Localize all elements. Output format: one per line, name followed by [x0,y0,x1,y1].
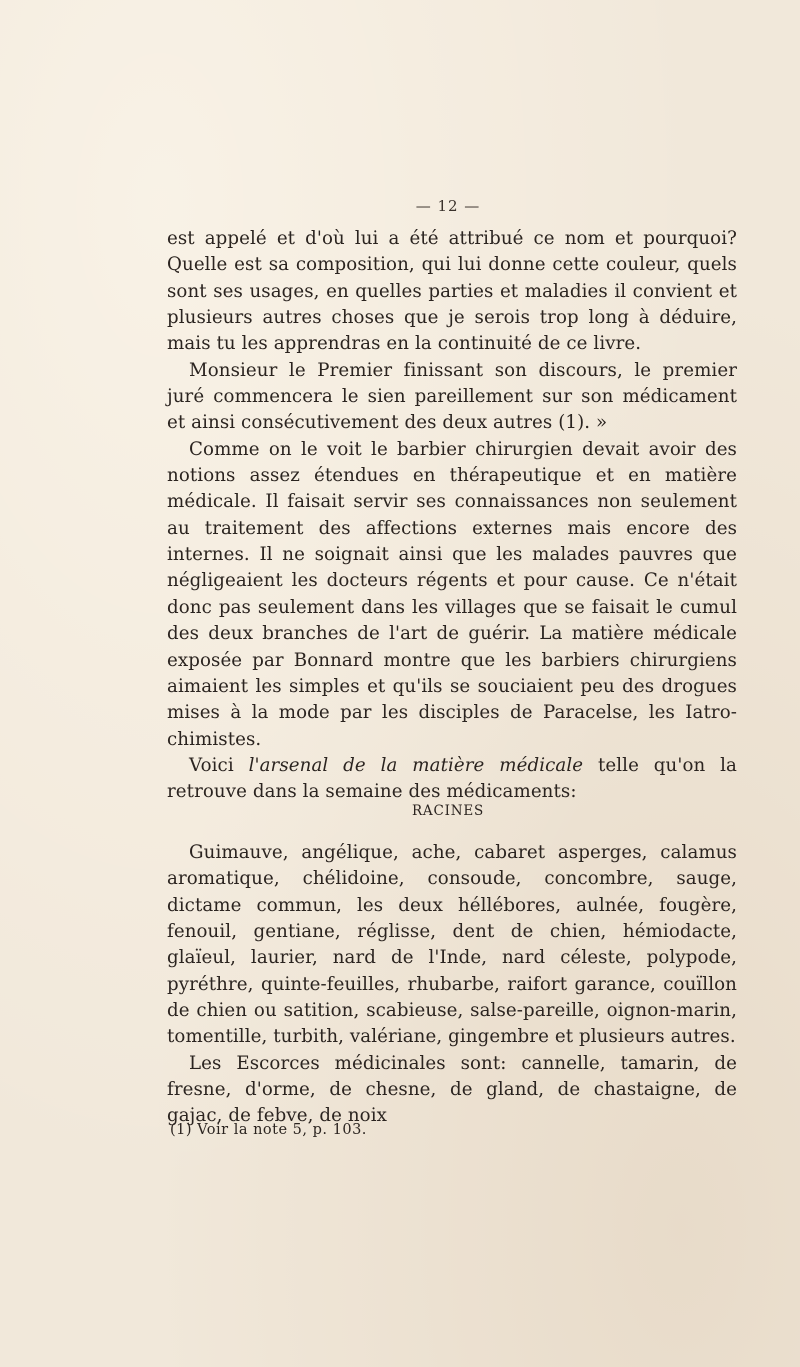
voici-before: Voici [189,754,249,776]
voici-after: telle qu'on la retrouve dans la semaine des médicaments: [167,754,737,803]
section-heading: RACINES [411,803,485,819]
body-text-bottom [167,840,737,1130]
paragraph-premier: Monsieur le Premier finissant son discours, le premier juré commencera le sien pareillement sur son médicament et ainsi consécutivement des deux autres (1). » [167,359,737,434]
paragraph-continuation: est appelé et d'où lui a été attribué ce nom et pourquoi? Quelle est sa composition, qui lui donne cette couleur, quels sont ses usages, en quelles parties et maladies il convient et plusieurs autres choses que je serois trop long à déduire, mais tu les apprendras en la continuité de ce livre. [167,228,737,355]
footnote: (1) Voir la note 5, p. 103. [170,1122,367,1138]
voici-italic: l'arsenal de la matière médicale [248,754,584,776]
paragraph-voici [167,753,737,806]
page-number: — 12 — [415,197,481,215]
paragraph-barbier: Comme on le voit le barbier chirurgien devait avoir des notions assez étendues en thérapeutique et en matière médicale. Il faisait servir ses connaissances non seulement au traitement des affections externes mais encore des internes. Il ne soignait ainsi que les malades pauvres que négligeaient les docteurs régents et pour cause. Ce n'était donc pas seulement dans les villages que se faisait le cumul des deux branches de l'art de guérir. La matière médicale exposée par Bonnard montre que les barbiers chirurgiens aimaient les simples et qu'ils se souciaient peu des drogues mises à la mode par les disciples de Paracelse, les Iatro-chimistes. [167,438,737,750]
body-text-top [167,226,737,806]
paragraph-racines: Guimauve, angélique, ache, cabaret asperges, calamus aromatique, chélidoine, consoude, concombre, sauge, dictame commun, les deux héllébores, aulnée, fougère, fenouil, gentiane, réglisse, dent de chien, hémiodacte, glaïeul, laurier, nard de l'Inde, nard céleste, polypode, pyréthre, quinte-feuilles, rhubarbe, raifort garance, couïllon de chien ou satition, scabieuse, salse-pareille, oignon-marin, tomentille, turbith, valériane, gingembre et plusieurs autres. [167,842,737,1048]
paragraph-escorces: Les Escorces médicinales sont: cannelle, tamarin, de fresne, d'orme, de chesne, de gland, de chastaigne, de gajac, de febve, de noix [167,1052,737,1127]
